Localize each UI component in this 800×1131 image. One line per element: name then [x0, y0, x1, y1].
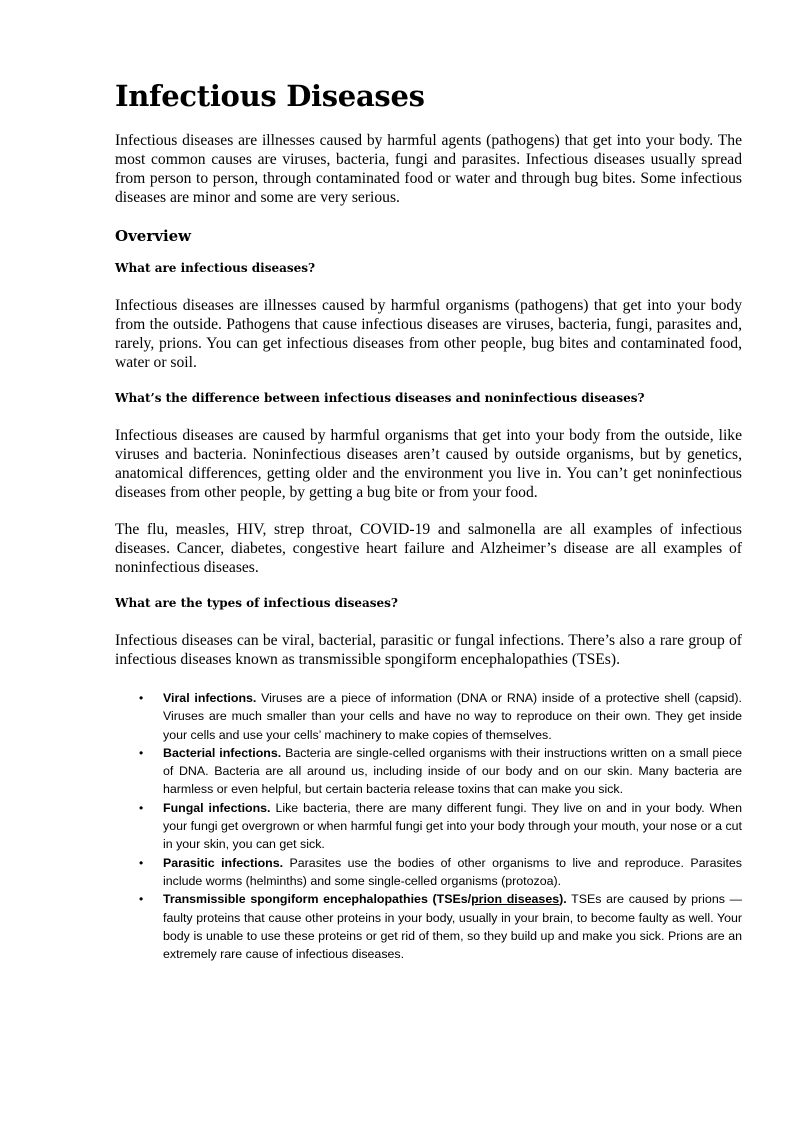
overview-heading: Overview [115, 227, 192, 245]
list-item-term: Bacterial infections. [163, 745, 282, 760]
list-item-term: Parasitic infections. [163, 855, 284, 870]
bullet-icon: • [139, 800, 144, 815]
list-item-text: Viruses are a piece of information (DNA or RNA) inside of a protective shell (capsid). Viruses are much smaller than your cells and have no way to reproduce on their own. They get inside your cells and use your cells’ machinery to make copies of themselves. [163, 691, 743, 742]
list-item-text: Parasites use the bodies of other organisms to live and reproduce. Parasites include worms (helminths) and some single-celled organisms (protozoa). [163, 855, 742, 888]
list-item-text: TSEs are caused by prions — faulty proteins that cause other proteins in your body, usually in your brain, to become faulty as well. Your body is unable to use these proteins or get rid of them, so they build up and make you sick. Prions are an extremely rare cause of infectious diseases. [163, 892, 742, 962]
list-item-bacterial [139, 744, 742, 799]
list-item-fungal [139, 799, 743, 854]
list-item-term: Fungal infections. [163, 800, 271, 815]
difference-paragraph-2: The flu, measles, HIV, strep throat, COVID-19 and salmonella are all examples of infectious diseases. Cancer, diabetes, congestive heart failure and Alzheimer’s disease are all examples of noninfectious diseases. [115, 521, 742, 576]
page-title: Infectious Diseases [115, 79, 425, 113]
types-list [115, 689, 742, 963]
list-item-tse [139, 890, 742, 963]
question-heading-types: What are the types of infectious diseases? [115, 596, 398, 610]
bullet-icon: • [139, 892, 144, 907]
bullet-icon: • [139, 855, 144, 870]
types-paragraph: Infectious diseases can be viral, bacterial, parasitic or fungal infections. There’s also a rare group of infectious diseases known as transmissible spongiform encephalopathies (TSEs). [115, 632, 742, 668]
bullet-icon: • [139, 745, 144, 760]
list-item-term: Viral infections. [163, 691, 257, 705]
list-item-viral [139, 689, 743, 744]
question-heading-difference: What’s the difference between infectious diseases and noninfectious diseases? [115, 391, 645, 405]
document-page [115, 0, 742, 963]
list-item-term-suffix: ). [559, 892, 567, 907]
list-item-text: Like bacteria, there are many different fungi. They live on and in your body. When your fungi get overgrown or when harmful fungi get into your body through your mouth, your nose or a cut in your skin, you can get sick. [163, 800, 743, 852]
question-heading-what-are: What are infectious diseases? [115, 261, 316, 275]
list-item-parasitic [139, 854, 742, 891]
list-item-text: Bacteria are single-celled organisms with their instructions written on a small piece of DNA. Bacteria are all around us, including inside of our body and on our skin. Many bacteria are harmless or even helpful, but certain bacteria release toxins that can make you sick. [163, 745, 742, 797]
bullet-icon: • [139, 691, 144, 705]
what-are-paragraph: Infectious diseases are illnesses caused by harmful organisms (pathogens) that get into your body from the outside. Pathogens that cause infectious diseases are viruses, bacteria, fungi, parasites and, rarely, prions. You can get infectious diseases from other people, bug bites and contaminated food, water or soil. [115, 297, 742, 371]
difference-paragraph-1: Infectious diseases are caused by harmful organisms that get into your body from the outside, like viruses and bacteria. Noninfectious diseases aren’t caused by outside organisms, but by genetics, anatomical differences, getting older and the environment you live in. You can’t get noninfectious diseases from other people, by getting a bug bite or from your food. [115, 427, 742, 501]
intro-paragraph: Infectious diseases are illnesses caused by harmful agents (pathogens) that get into your body. The most common causes are viruses, bacteria, fungi and parasites. Infectious diseases usually spread from person to person, through contaminated food or water and through bug bites. Some infectious diseases are minor and some are very serious. [115, 132, 742, 206]
list-item-term: Transmissible spongiform encephalopathies (TSEs/ [163, 892, 472, 907]
prion-diseases-link[interactable]: prion diseases [471, 892, 560, 907]
